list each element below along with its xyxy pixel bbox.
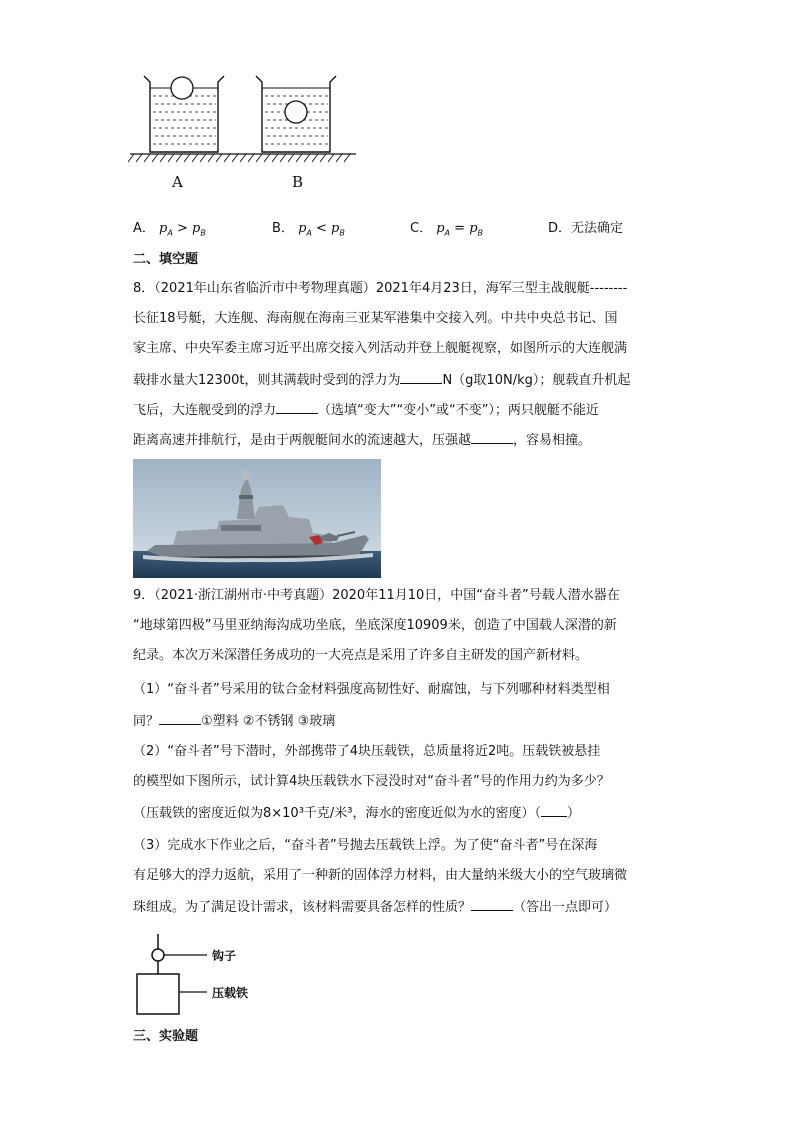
section-2-title: 二、填空题 xyxy=(133,252,199,267)
beaker-a xyxy=(144,76,224,152)
q8-blank-pressure[interactable] xyxy=(471,429,513,444)
q8-line-4: 载排水量大12300t，则其满载时受到的浮力为 N（g取10N/kg）；舰载直升机起 xyxy=(133,369,630,391)
q8-blank-change[interactable] xyxy=(276,399,318,414)
beaker-b-label: B xyxy=(292,173,304,191)
q8-blank-buoyancy[interactable] xyxy=(400,369,442,384)
q9-line-1: 9．（2021·浙江湖州市·中考真题）2020年11月10日，中国“奋斗者”号载人潜水器在 xyxy=(133,588,620,603)
hook-label: 钩子 xyxy=(212,949,237,963)
beakers-figure xyxy=(128,68,358,198)
hook-iron-figure xyxy=(133,930,213,1020)
warship-photo xyxy=(133,459,381,578)
q8-line-6: 距离高速并排航行，是由于两舰艇间水的流速越大，压强越 ，容易相撞。 xyxy=(133,429,591,451)
q8-line-2: 长征18号艇，大连舰、海南舰在海南三亚某军港集中交接入列。中共中央总书记、国 xyxy=(133,311,618,326)
beaker-b xyxy=(256,76,336,152)
option-d[interactable]: D．无法确定 xyxy=(548,221,624,236)
q9-part2-line-3: （压载铁的密度近似为8×10³千克/米³，海水的密度近似为水的密度）（ ） xyxy=(133,802,580,824)
q9-line-2: “地球第四极”马里亚纳海沟成功坐底，坐底深度10909米，创造了中国载人深潜的新 xyxy=(133,618,617,633)
iron-label: 压载铁 xyxy=(212,986,249,1000)
q9-part1-line-1: （1）“奋斗者”号采用的钛合金材料强度高韧性好、耐腐蚀，与下列哪种材料类型相 xyxy=(133,682,610,697)
option-c[interactable]: C． $p_A = p_B$ xyxy=(410,221,484,238)
q9-part2-line-1: （2）“奋斗者”号下潜时，外部携带了4块压载铁，总质量将近2吨。压载铁被悬挂 xyxy=(133,744,601,759)
q9-part3-line-1: （3）完成水下作业之后，“奋斗者”号抛去压载铁上浮。为了使“奋斗者”号在深海 xyxy=(133,838,598,853)
option-a[interactable]: A． $p_A > p_B$ xyxy=(133,221,206,238)
q9-blank-property[interactable] xyxy=(471,896,513,911)
q9-blank-force[interactable] xyxy=(541,802,567,817)
option-b[interactable]: B． $p_A < p_B$ xyxy=(272,221,345,238)
q9-line-3: 纪录。本次万米深潜任务成功的一大亮点是采用了许多自主研发的国产新材料。 xyxy=(133,648,589,663)
q9-blank-material[interactable] xyxy=(159,710,201,725)
q9-part3-line-3: 珠组成。为了满足设计需求，该材料需要具备怎样的性质？ （答出一点即可） xyxy=(133,896,617,918)
q8-line-3: 家主席、中央军委主席习近平出席交接入列活动并登上舰艇视察，如图所示的大连舰满 xyxy=(133,341,628,356)
q8-line-1: 8．（2021年山东省临沂市中考物理真题）2021年4月23日，海军三型主战舰艇-------- xyxy=(133,281,628,296)
q8-line-5: 飞后，大连舰受到的浮力 （选填“变大”“变小”或“不变”）；两只舰艇不能近 xyxy=(133,399,599,421)
q9-part3-line-2: 有足够大的浮力返航，采用了一种新的固体浮力材料，由大量纳米级大小的空气玻璃微 xyxy=(133,868,628,883)
beaker-a-label: A xyxy=(172,173,183,191)
q9-part2-line-2: 的模型如下图所示，试计算4块压载铁水下浸没时对“奋斗者”号的作用力约为多少？ xyxy=(133,774,610,789)
section-3-title: 三、实验题 xyxy=(133,1029,199,1044)
q9-part1-line-2: 同？ ①塑料 ②不锈钢 ③玻璃 xyxy=(133,710,335,732)
